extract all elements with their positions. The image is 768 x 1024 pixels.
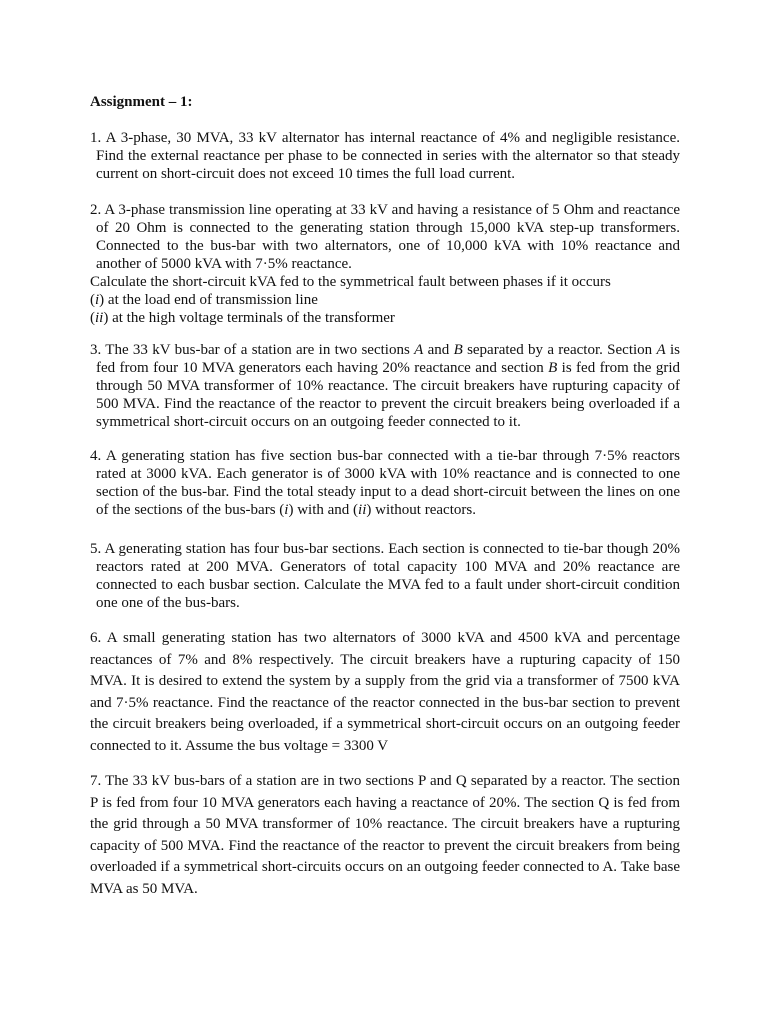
question-4-part: 4. A generating station has five section bus-bar connected with a tie-bar through 7·5% reactors rated at 3000 kVA. Each generator is of 3000 kVA with 10% reactance and is connected to one section of the bus-bar. Find the total steady input to a dead short-circuit between the lines on one of the sections of the bus-bars (	[90, 448, 680, 518]
question-4-text	[90, 447, 680, 519]
question-1	[90, 129, 680, 183]
section-b-label: B	[548, 360, 558, 376]
question-2	[90, 201, 680, 327]
question-7-text: 7. The 33 kV bus-bars of a station are in two sections P and Q separated by a reactor. The section P is fed from four 10 MVA generators each having a reactance of 20%. The section Q is fed from the grid through a 50 MVA transformer of 10% reactance. The circuit breakers have a rupturing capacity of 500 MVA. Find the reactance of the reactor to prevent the circuit breakers from being overloaded if a symmetrical short-circuits occurs on an outgoing feeder connected to A. Take base MVA as 50 MVA.	[90, 773, 680, 897]
question-3-part: is fed from four 10 MVA generators each having 20% reactance and section	[96, 342, 680, 376]
question-2-calc: Calculate the short-circuit kVA fed to the symmetrical fault between phases if it occurs	[90, 274, 611, 290]
question-4	[90, 447, 680, 519]
assignment-title: Assignment – 1:	[90, 94, 193, 110]
question-3	[90, 341, 680, 431]
question-2-part-ii: (ii) at the high voltage terminals of the transformer	[90, 310, 395, 326]
section-a-label: A	[414, 342, 424, 358]
question-4-option-i: i	[284, 502, 289, 518]
question-2-text: 2. A 3-phase transmission line operating at 33 kV and having a resistance of 5 Ohm and reactance of 20 Ohm is connected to the generating station through 15,000 kVA step-up transformers. Connected to the bus-bar with two alternators, one of 10,000 kVA with 10% reactance and another of 5000 kVA with 7·5% reactance.	[90, 202, 680, 272]
question-4-part: ) without reactors.	[366, 502, 476, 518]
question-3-part: and	[423, 342, 454, 358]
question-3-part: 3. The 33 kV bus-bar of a station are in two sections	[90, 342, 415, 358]
question-6-text: 6. A small generating station has two alternators of 3000 kVA and 4500 kVA and percentage reactances of 7% and 8% respectively. The circuit breakers have a rupturing capacity of 150 MVA. It is desired to extend the system by a supply from the grid via a transformer of 7500 kVA and 7·5% reactance. Find the reactance of the reactor connected in the bus-bar section to prevent the circuit breakers being overloaded, if a symmetrical short-circuit occurs on an outgoing feeder connected to it. Assume the bus voltage = 3300 V	[90, 630, 680, 754]
question-4-part: ) with and (	[288, 502, 359, 518]
question-2-part-ii-label: ii	[95, 310, 104, 326]
question-1-text: 1. A 3-phase, 30 MVA, 33 kV alternator has internal reactance of 4% and negligible resistance. Find the external reactance per phase to be connected in series with the alternator so that steady current on short-circuit does not exceed 10 times the full load current.	[90, 130, 680, 182]
section-b-label: B	[453, 342, 463, 358]
question-2-part-i-label: i	[95, 292, 100, 308]
section-a-label: A	[656, 342, 666, 358]
question-6	[90, 628, 680, 758]
question-3-part: separated by a reactor. Section	[462, 342, 657, 358]
question-2-part-ii-text: at the high voltage terminals of the transformer	[108, 310, 395, 326]
question-7	[90, 771, 680, 901]
question-5	[90, 540, 680, 612]
question-3-part: is fed from the grid through 50 MVA transformer of 10% reactance. The circuit breakers have rupturing capacity of 500 MVA. Find the reactance of the reactor to prevent the circuit breakers being overloaded if a symmetrical short-circuit occurs on an outgoing feeder connected to it.	[96, 360, 680, 430]
question-3-text	[90, 341, 680, 431]
question-4-option-ii: ii	[358, 502, 367, 518]
question-5-text: 5. A generating station has four bus-bar sections. Each section is connected to tie-bar though 20% reactors rated at 200 MVA. Generators of total capacity 100 MVA and 20% reactance are connected to each busbar section. Calculate the MVA fed to a fault under short-circuit condition one one of the bus-bars.	[90, 541, 680, 611]
question-2-part-i: (i) at the load end of transmission line	[90, 292, 318, 308]
question-2-part-i-text: at the load end of transmission line	[104, 292, 318, 308]
